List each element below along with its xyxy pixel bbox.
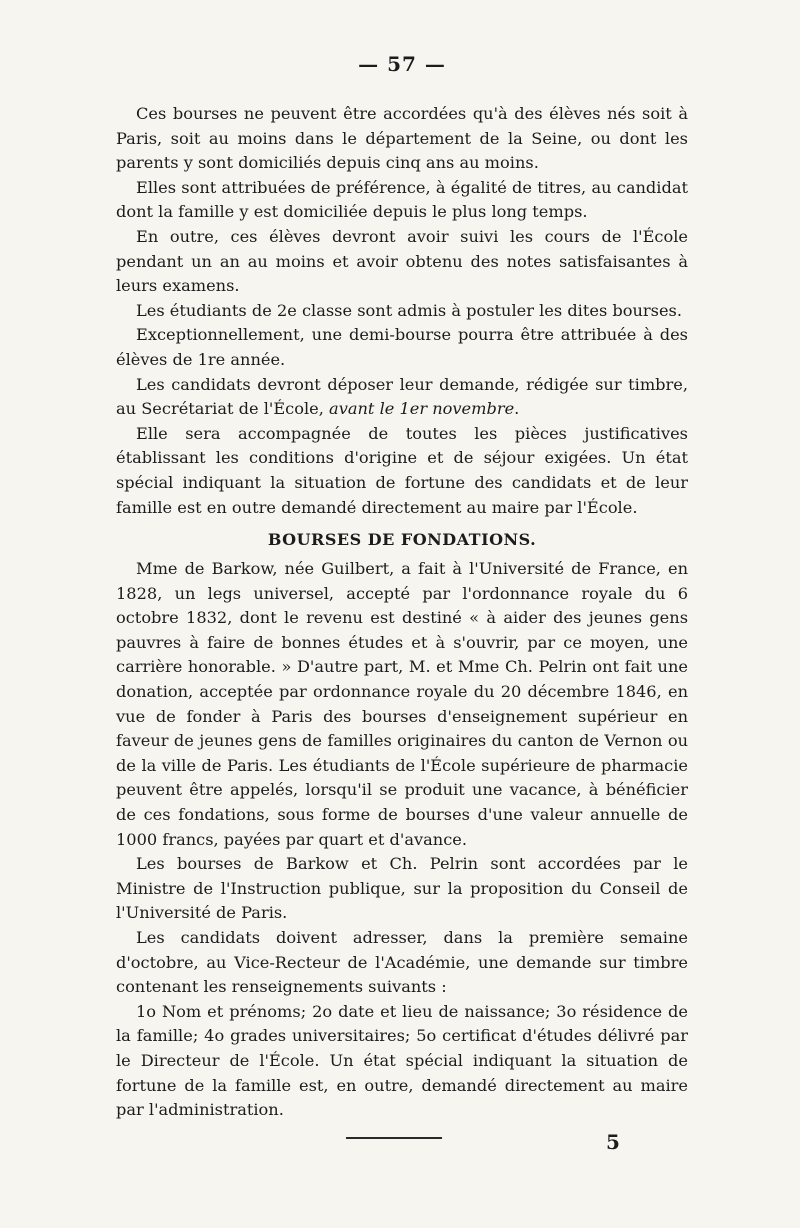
paragraph: En outre, ces élèves devront avoir suivi les cours de l'École pendant un an au moins et avoir obtenu des notes satisfaisantes à leurs examens.	[116, 226, 688, 296]
paragraph-text: .	[514, 399, 520, 419]
paragraph: Les candidats doivent adresser, dans la première semaine d'octobre, au Vice-Recteur de l'Académie, une demande sur timbre contenant les renseignements suivants :	[116, 928, 688, 997]
paragraph: 1o Nom et prénoms; 2o date et lieu de naissance; 3o résidence de la famille; 4o grades universitaires; 5o certificat d'études délivré par le Directeur de l'École. Un état spécial indiquant la situation de fortune de la famille est, en outre, demandé directement au maire par l'administration.	[116, 1001, 688, 1120]
signature-mark: 5	[606, 1130, 620, 1154]
page-number: — 57 —	[358, 52, 446, 76]
section-heading: BOURSES DE FONDATIONS.	[267, 530, 537, 550]
paragraph: Exceptionnellement, une demi-bourse pourra être attribuée à des élèves de 1re année.	[116, 325, 688, 369]
paragraph: Les étudiants de 2e classe sont admis à postuler les dites bourses.	[136, 300, 683, 320]
paragraph: Elles sont attribuées de préférence, à égalité de titres, au candidat dont la famille y est domiciliée depuis le plus long temps.	[116, 177, 688, 222]
paragraph: Elle sera accompagnée de toutes les pièces justificatives établissant les conditions d'origine et de séjour exigées. Un état spécial indiquant la situation de fortune des candidats et de leur famille est en outre demandé directement au maire par l'École.	[116, 423, 688, 517]
paragraph: Mme de Barkow, née Guilbert, a fait à l'Université de France, en 1828, un legs universel, accepté par l'ordonnance royale du 6 octobre 1832, dont le revenu est destiné « à aider des jeunes gens pauvres à faire de bonnes études et à s'ouvrir, par ce moyen, une carrière honorable. » D'autre part, M. et Mme Ch. Pelrin ont fait une donation, acceptée par ordonnance royale du 20 décembre 1846, en vue de fonder à Paris des bourses d'enseignement supérieur en faveur de jeunes gens de familles originaires du canton de Vernon ou de la ville de Paris. Les étudiants de l'École supérieure de pharmacie peuvent être appelés, lorsqu'il se produit une vacance, à bénéficier de ces fondations, sous forme de bourses d'une valeur annuelle de 1000 francs, payées par quart et d'avance.	[116, 559, 688, 849]
deadline-text: avant le 1er novembre	[329, 399, 515, 419]
paragraph: Les bourses de Barkow et Ch. Pelrin sont accordées par le Ministre de l'Instruction publique, sur la proposition du Conseil de l'Université de Paris.	[116, 854, 688, 923]
paragraph-deadline	[116, 373, 688, 422]
divider-rule	[346, 1137, 442, 1139]
document-page	[116, 52, 688, 1139]
paragraph-text: Les candidats devront déposer leur demande, rédigée sur timbre, au Secrétariat de l'École,	[116, 374, 688, 419]
paragraph: Ces bourses ne peuvent être accordées qu'à des élèves nés soit à Paris, soit au moins dans le département de la Seine, ou dont les parents y sont domiciliés depuis cinq ans au moins.	[116, 104, 688, 173]
